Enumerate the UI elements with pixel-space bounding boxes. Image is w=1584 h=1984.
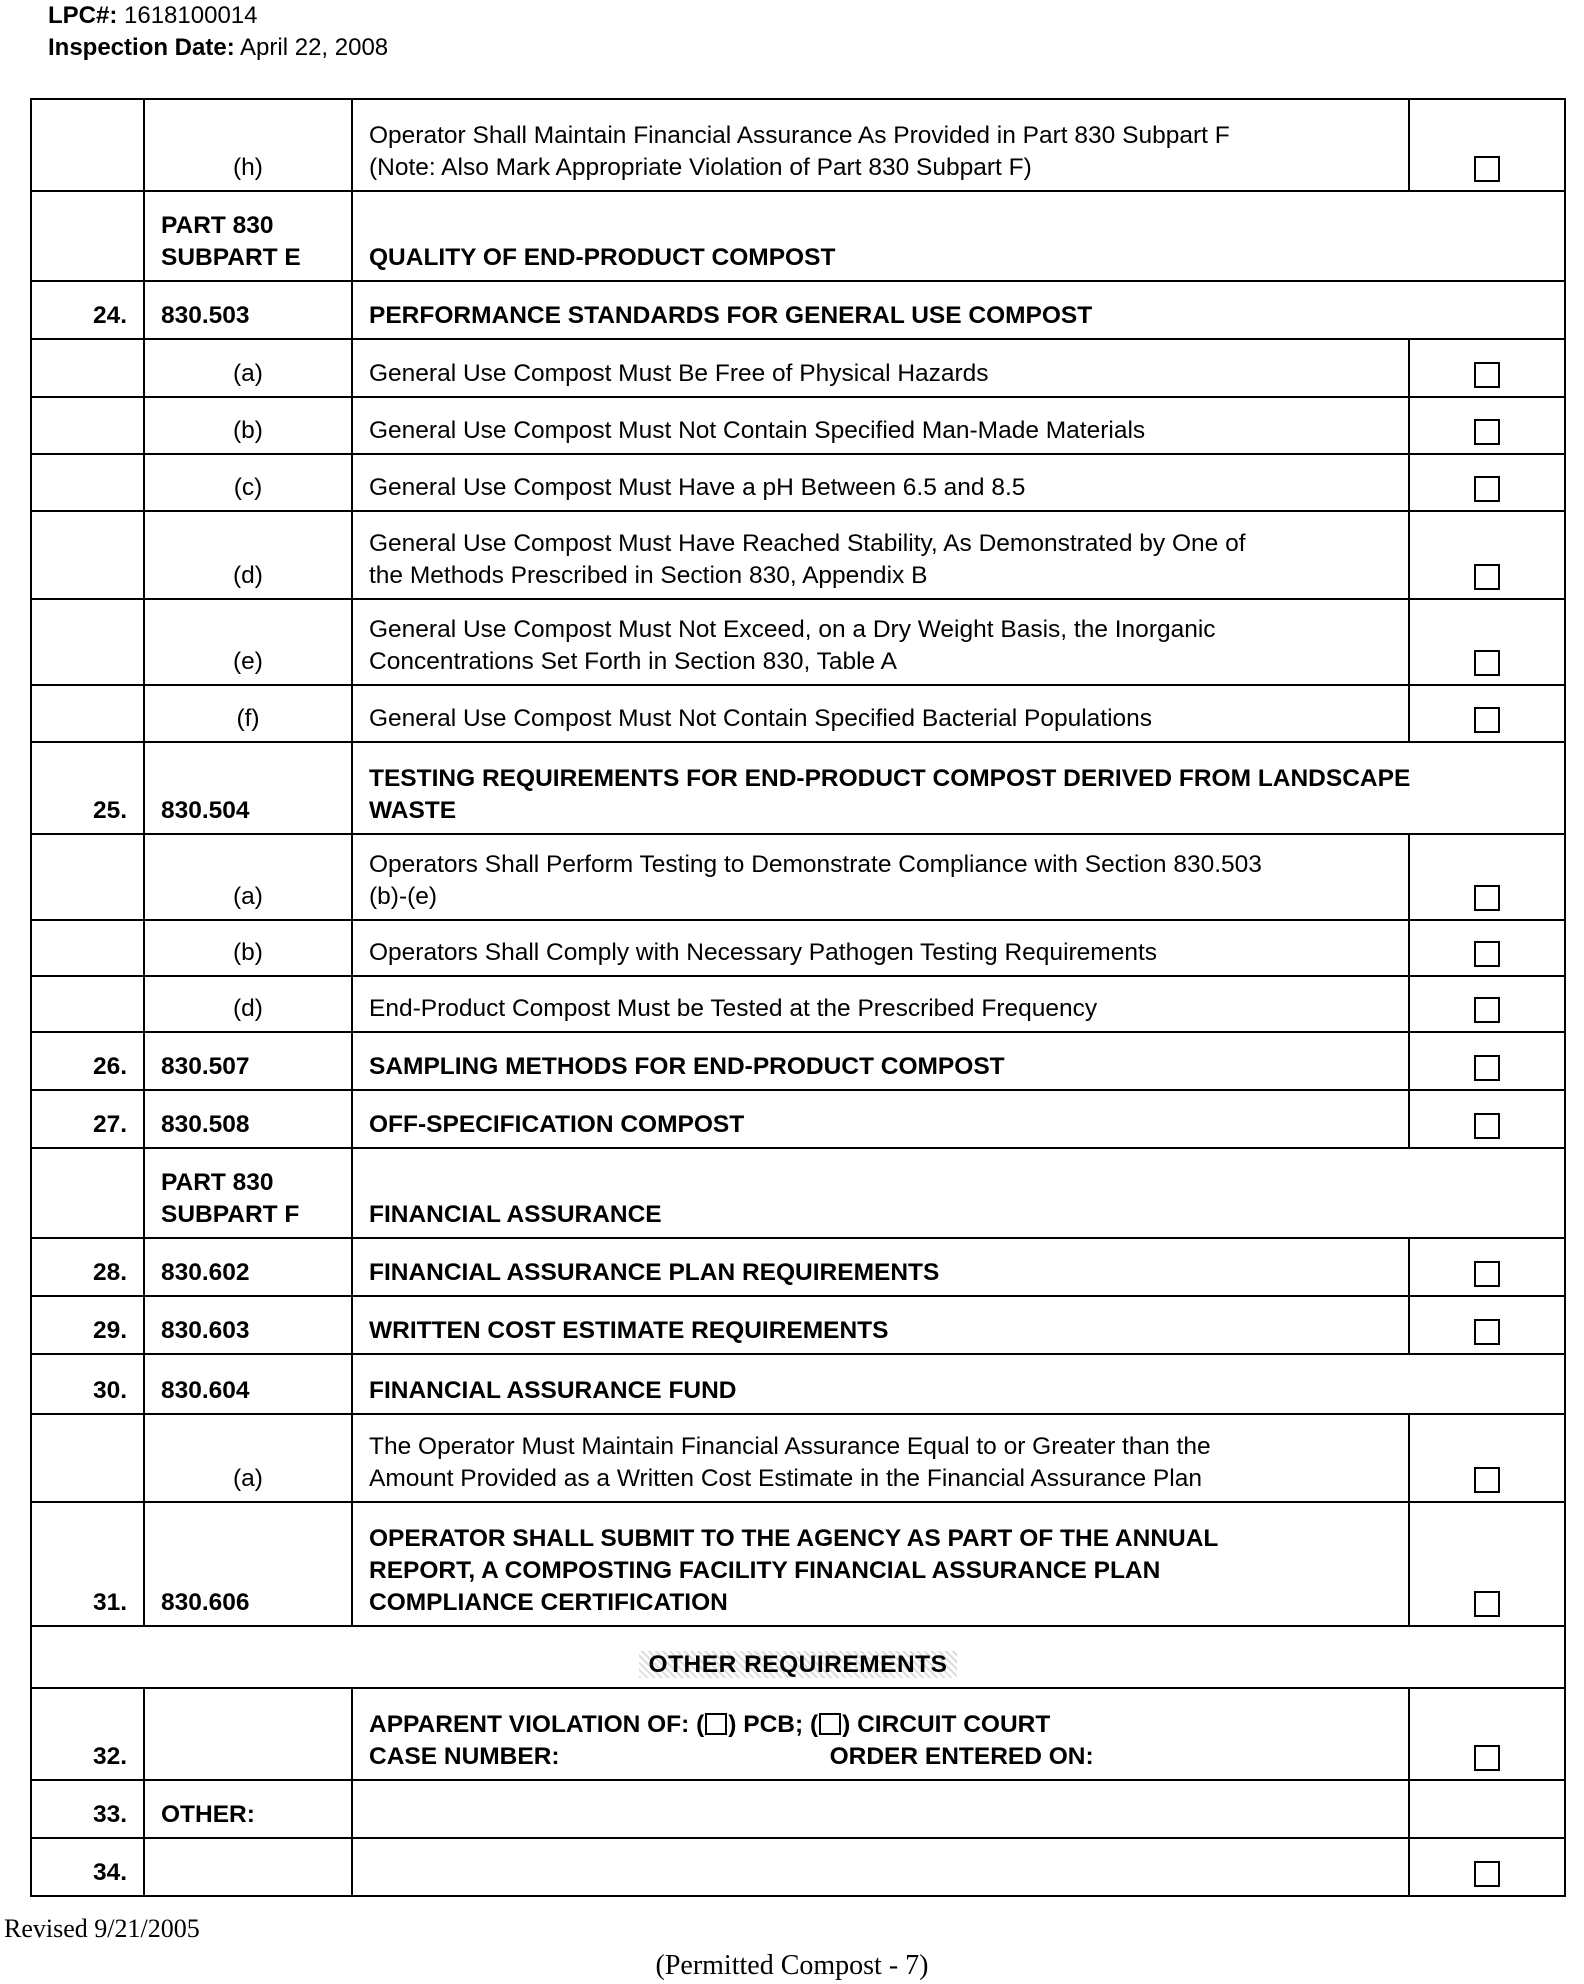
section-number: 830.602 <box>144 1238 352 1296</box>
table-row <box>31 1148 1565 1238</box>
circuit-court-checkbox[interactable] <box>819 1713 841 1735</box>
requirement-text: General Use Compost Must Have a pH Between 6.5 and 8.5 <box>352 454 1409 511</box>
other-text-field[interactable] <box>352 1780 1409 1838</box>
document-header <box>48 0 388 64</box>
table-row <box>31 1688 1565 1780</box>
item-number: 29. <box>31 1296 144 1354</box>
subsection-label: (a) <box>144 1414 352 1502</box>
subsection-label: (e) <box>144 599 352 685</box>
violation-checkbox[interactable] <box>1474 419 1500 445</box>
other-label: OTHER: <box>144 1780 352 1838</box>
section-number: 830.606 <box>144 1502 352 1626</box>
section-title: FINANCIAL ASSURANCE PLAN REQUIREMENTS <box>352 1238 1409 1296</box>
section-number: 830.508 <box>144 1090 352 1148</box>
other-requirements-banner: OTHER REQUIREMENTS <box>31 1626 1565 1688</box>
section-title: TESTING REQUIREMENTS FOR END-PRODUCT COMPOST DERIVED FROM LANDSCAPE WASTE <box>352 742 1565 834</box>
subsection-label: (a) <box>144 339 352 397</box>
violation-checkbox[interactable] <box>1474 1261 1500 1287</box>
violation-checkbox[interactable] <box>1474 941 1500 967</box>
section-number: 830.603 <box>144 1296 352 1354</box>
subsection-label: (f) <box>144 685 352 742</box>
section-title: WRITTEN COST ESTIMATE REQUIREMENTS <box>352 1296 1409 1354</box>
violation-checkbox[interactable] <box>1474 564 1500 590</box>
section-number: 830.503 <box>144 281 352 339</box>
lpc-line: LPC#: 1618100014 <box>48 2 258 29</box>
violation-checkbox[interactable] <box>1474 885 1500 911</box>
table-row <box>31 511 1565 599</box>
section-number: 830.504 <box>144 742 352 834</box>
section-title: OFF-SPECIFICATION COMPOST <box>352 1090 1409 1148</box>
requirement-text: General Use Compost Must Be Free of Physical Hazards <box>352 339 1409 397</box>
requirement-text: General Use Compost Must Have Reached Stability, As Demonstrated by One of the Methods Prescribed in Section 830, Appendix B <box>352 511 1409 599</box>
part-title: FINANCIAL ASSURANCE <box>352 1148 1565 1238</box>
inspection-date-line: Inspection Date: April 22, 2008 <box>48 34 389 61</box>
requirement-text: Operators Shall Perform Testing to Demonstrate Compliance with Section 830.503 (b)-(e) <box>352 834 1409 920</box>
item-number: 27. <box>31 1090 144 1148</box>
inspection-checklist-table <box>30 98 1566 1897</box>
order-entered-label: ORDER ENTERED ON: <box>829 1743 1094 1770</box>
table-row <box>31 1296 1565 1354</box>
violation-checkbox[interactable] <box>1474 1745 1500 1771</box>
item-number: 30. <box>31 1354 144 1414</box>
table-row <box>31 99 1565 191</box>
item-number: 25. <box>31 742 144 834</box>
table-row <box>31 920 1565 976</box>
table-row <box>31 599 1565 685</box>
violation-checkbox[interactable] <box>1474 1861 1500 1887</box>
case-number-label: CASE NUMBER: <box>369 1743 560 1770</box>
table-row <box>31 397 1565 454</box>
item-number: 28. <box>31 1238 144 1296</box>
violation-checkbox[interactable] <box>1474 1113 1500 1139</box>
violation-checkbox[interactable] <box>1474 997 1500 1023</box>
item-number: 34. <box>31 1838 144 1896</box>
section-number: 830.604 <box>144 1354 352 1414</box>
table-row <box>31 1626 1565 1688</box>
table-row <box>31 1032 1565 1090</box>
table-row <box>31 1354 1565 1414</box>
violation-checkbox[interactable] <box>1474 1319 1500 1345</box>
subsection-label: (d) <box>144 511 352 599</box>
table-row <box>31 191 1565 281</box>
violation-checkbox[interactable] <box>1474 707 1500 733</box>
section-title: FINANCIAL ASSURANCE FUND <box>352 1354 1565 1414</box>
other-text-field[interactable] <box>352 1838 1409 1896</box>
violation-checkbox[interactable] <box>1474 476 1500 502</box>
requirement-text: Operator Shall Maintain Financial Assurance As Provided in Part 830 Subpart F (Note: Also Mark Appropriate Violation of Part 830 Subpart F) <box>352 99 1409 191</box>
part-title: QUALITY OF END-PRODUCT COMPOST <box>352 191 1565 281</box>
violation-checkbox[interactable] <box>1474 156 1500 182</box>
violation-checkbox[interactable] <box>1474 362 1500 388</box>
requirement-text: The Operator Must Maintain Financial Assurance Equal to or Greater than the Amount Provided as a Written Cost Estimate in the Financial Assurance Plan <box>352 1414 1409 1502</box>
table-row <box>31 1838 1565 1896</box>
requirement-text: General Use Compost Must Not Exceed, on a Dry Weight Basis, the Inorganic Concentrations Set Forth in Section 830, Table A <box>352 599 1409 685</box>
item-number: 24. <box>31 281 144 339</box>
requirement-text: General Use Compost Must Not Contain Specified Man-Made Materials <box>352 397 1409 454</box>
table-row <box>31 339 1565 397</box>
violation-checkbox[interactable] <box>1474 1467 1500 1493</box>
revised-date: Revised 9/21/2005 <box>4 1914 200 1943</box>
subsection-label: (c) <box>144 454 352 511</box>
table-row <box>31 1502 1565 1626</box>
table-row <box>31 454 1565 511</box>
subsection-label: (b) <box>144 920 352 976</box>
table-row <box>31 685 1565 742</box>
part-label: PART 830 SUBPART E <box>144 191 352 281</box>
section-number: 830.507 <box>144 1032 352 1090</box>
item-number: 26. <box>31 1032 144 1090</box>
requirement-text: Operators Shall Comply with Necessary Pathogen Testing Requirements <box>352 920 1409 976</box>
section-title: PERFORMANCE STANDARDS FOR GENERAL USE COMPOST <box>352 281 1565 339</box>
section-title: SAMPLING METHODS FOR END-PRODUCT COMPOST <box>352 1032 1409 1090</box>
subsection-label: (a) <box>144 834 352 920</box>
violation-checkbox[interactable] <box>1474 650 1500 676</box>
subsection-label: (b) <box>144 397 352 454</box>
item-number: 33. <box>31 1780 144 1838</box>
requirement-text: End-Product Compost Must be Tested at the Prescribed Frequency <box>352 976 1409 1032</box>
section-title: OPERATOR SHALL SUBMIT TO THE AGENCY AS PART OF THE ANNUAL REPORT, A COMPOSTING FACILITY FINANCIAL ASSURANCE PLAN COMPLIANCE CERTIFICATION <box>352 1502 1409 1626</box>
table-row <box>31 1238 1565 1296</box>
apparent-violation-text: APPARENT VIOLATION OF: ( ) PCB; ( ) CIRCUIT COURT CASE NUMBER: ORDER ENTERED ON: <box>352 1688 1409 1780</box>
table-row <box>31 834 1565 920</box>
requirement-text: General Use Compost Must Not Contain Specified Bacterial Populations <box>352 685 1409 742</box>
table-row <box>31 281 1565 339</box>
violation-checkbox[interactable] <box>1474 1055 1500 1081</box>
table-row <box>31 976 1565 1032</box>
item-number: 31. <box>31 1502 144 1626</box>
subsection-label: (d) <box>144 976 352 1032</box>
page-footer: (Permitted Compost - 7) <box>655 1950 929 1981</box>
table-row <box>31 1780 1565 1838</box>
item-number: 32. <box>31 1688 144 1780</box>
table-row <box>31 1090 1565 1148</box>
table-row <box>31 742 1565 834</box>
table-row <box>31 1414 1565 1502</box>
violation-checkbox[interactable] <box>1474 1591 1500 1617</box>
subsection-label: (h) <box>144 99 352 191</box>
part-label: PART 830 SUBPART F <box>144 1148 352 1238</box>
pcb-checkbox[interactable] <box>705 1713 727 1735</box>
